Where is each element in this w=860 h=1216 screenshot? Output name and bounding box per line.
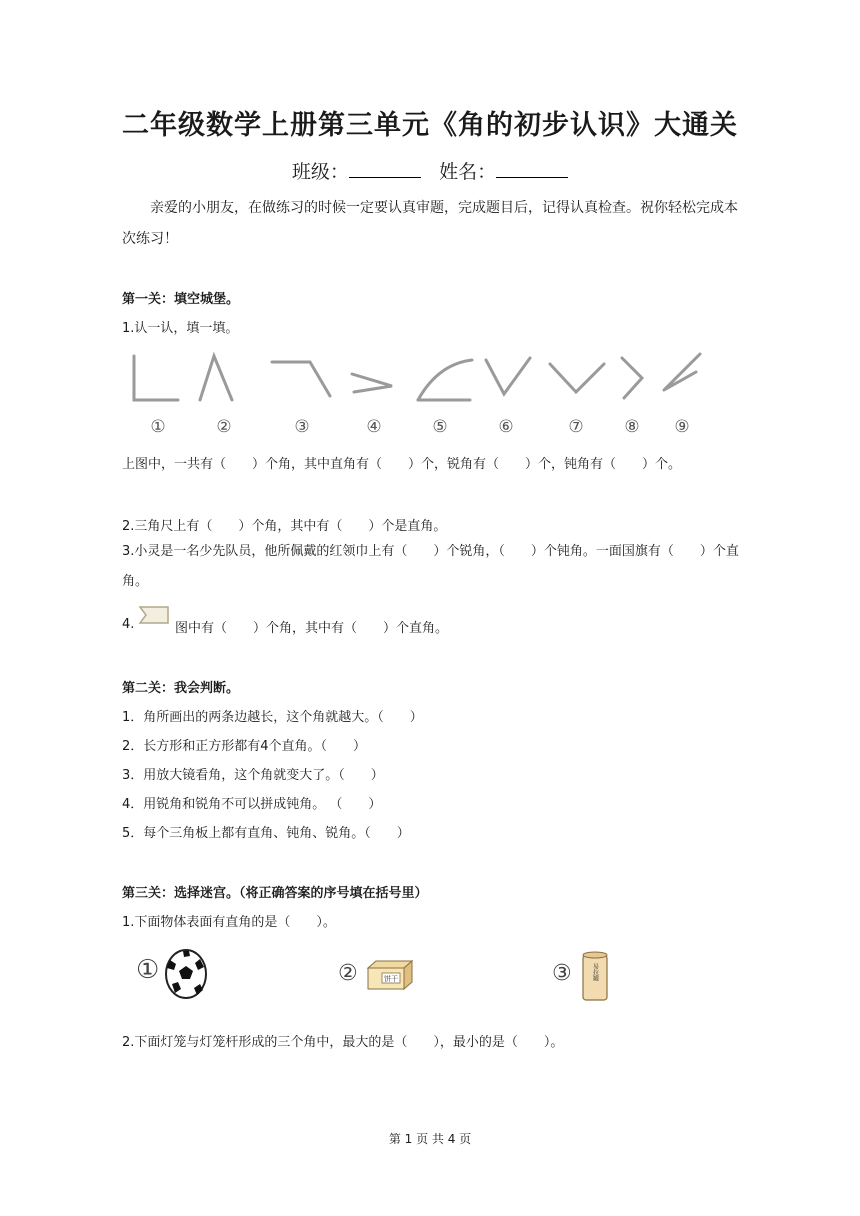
figure-label-7: ⑦	[568, 417, 584, 437]
section3-q1: 1.下面物体表面有直角的是（ ）。	[122, 915, 336, 930]
angle-figure-9	[664, 354, 700, 390]
page-number: 第 1 页 共 4 页	[388, 1132, 472, 1146]
figure-label-4: ④	[366, 417, 382, 437]
section2-heading: 第二关：我会判断。	[122, 681, 240, 696]
section2-item-1: 1．角所画出的两条边越长，这个角就越大。（ ）	[122, 710, 423, 725]
name-label: 姓名：	[439, 161, 497, 183]
pentagon-shape-icon	[138, 605, 172, 627]
section3-heading: 第三关：选择迷宫。（将正确答案的序号填在括号里）	[122, 886, 428, 901]
section1-q2: 2.三角尺上有（ ）个角，其中有（ ）个是直角。	[122, 519, 447, 534]
section1-q1-prompt: 1.认一认，填一填。	[122, 321, 239, 336]
angle-figure-2	[200, 356, 232, 400]
class-blank[interactable]	[349, 157, 421, 178]
section2-item-3: 3．用放大镜看角，这个角就变大了。（ ）	[122, 768, 384, 783]
angle-figure-5	[418, 360, 472, 400]
figure-label-8: ⑧	[624, 417, 640, 437]
figure-label-9: ⑨	[674, 417, 690, 437]
option-1-label: ①	[136, 955, 160, 985]
section2-item-5: 5．每个三角板上都有直角、钝角、锐角。（ ）	[122, 826, 410, 841]
section1-q1-text: 上图中，一共有（ ）个角，其中直角有（ ）个，锐角有（ ）个，钝角有（ ）个。	[122, 457, 682, 472]
section2-item-4: 4．用锐角和锐角不可以拼成钝角。 （ ）	[122, 797, 382, 812]
figure-label-6: ⑥	[498, 417, 514, 437]
can-icon	[580, 950, 610, 1004]
section1-q3: 3.小灵是一名少先队员，他所佩戴的红领巾上有（ ）个锐角，（ ）个钝角。一面国旗有（ ）个直角。	[122, 544, 739, 589]
figure-label-3: ③	[294, 417, 310, 437]
angle-figure-7	[550, 364, 604, 392]
section3-q2: 2.下面灯笼与灯笼杆形成的三个角中，最大的是（ ），最小的是（ ）。	[122, 1035, 564, 1050]
option-3-label: ③	[552, 961, 572, 986]
figure-label-5: ⑤	[432, 417, 448, 437]
name-blank[interactable]	[496, 157, 568, 178]
section1-q4-num: 4.	[122, 617, 135, 632]
biscuit-box-text: 饼干	[384, 975, 398, 983]
angle-figure-4	[352, 374, 392, 392]
section2-item-2: 2．长方形和正方形都有4个直角。（ ）	[122, 739, 367, 754]
page-title: 二年级数学上册第三单元《角的初步认识》大通关	[122, 110, 738, 141]
angle-figure-3	[272, 362, 330, 396]
soccer-ball-icon	[164, 948, 208, 1000]
can-text: 易拉罐	[591, 963, 599, 981]
class-label: 班级：	[291, 161, 349, 183]
student-info	[0, 157, 860, 184]
figure-label-1: ①	[150, 417, 166, 437]
biscuit-box-icon	[362, 958, 414, 992]
angle-figures	[120, 348, 720, 440]
section1-heading: 第一关：填空城堡。	[122, 292, 240, 307]
section1-q4-text: 图中有（ ）个角，其中有（ ）个直角。	[175, 621, 449, 636]
angle-figure-1	[134, 356, 178, 400]
angle-figure-8	[622, 358, 642, 398]
intro-paragraph: 亲爱的小朋友，在做练习的时候一定要认真审题，完成题目后，记得认真检查。祝你轻松完成本次练习！	[122, 200, 738, 247]
figure-label-2: ②	[216, 417, 232, 437]
option-2-label: ②	[338, 961, 358, 986]
angle-figure-6	[486, 358, 530, 394]
